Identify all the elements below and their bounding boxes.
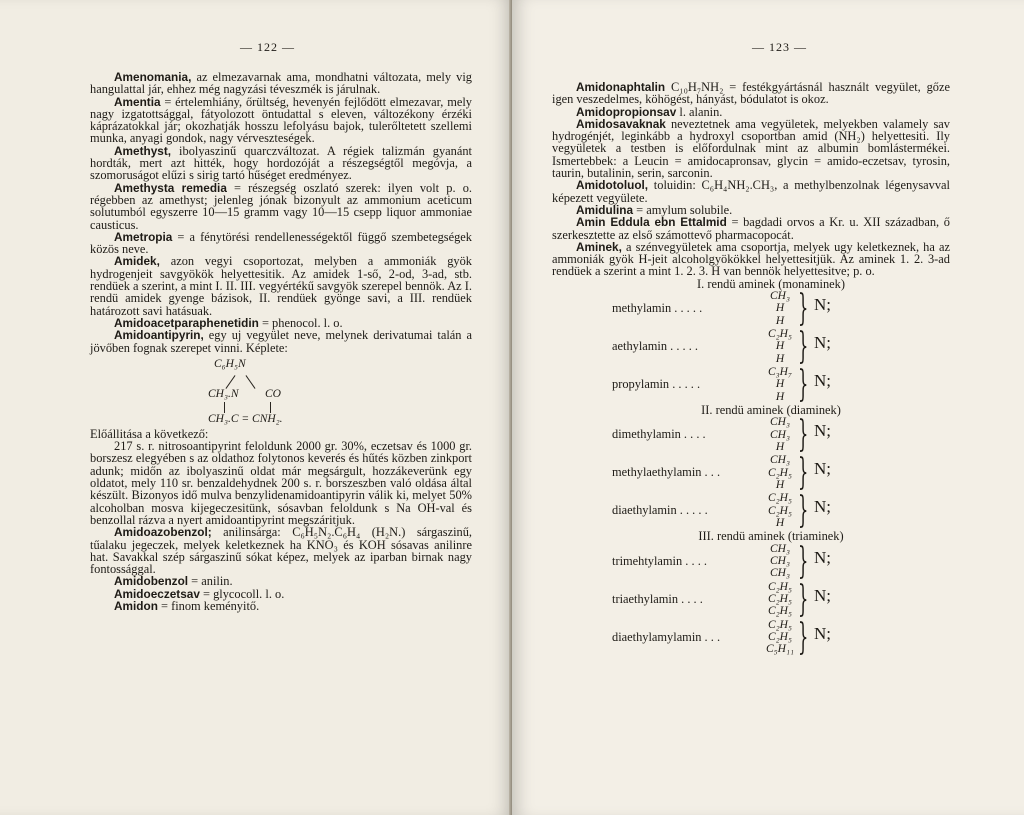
radical-stack: [762, 454, 798, 491]
definition: = értelemhiány, őrültség, hevenyén fejlődött elmezavar, mely nagy izgatottsággal, fátyolozott öntudattal s eleven, változékony érzéki káprázatokkal jár; okozhatják hosszu lefolyásu bajok, tulerőltetett szellemi munka, anyagi gondok, nagy vérveszteségek.: [90, 94, 472, 146]
entry-amenomania: [90, 71, 472, 96]
definition: ibolyaszinű quarczváltozat. A régiek talizmán gyanánt hordták, mert azt hitték, hogy hordozóját a részegségtől megóvja, a szomoruságot elűzi s sirig tartó hűséget eredményez.: [90, 143, 472, 183]
definition: C₁₀H₇NH₂ = festékgyártásnál használt vegyület, gőze igen veszedelmes, köhögést, hányást, bódulatot is okoz.: [552, 80, 950, 107]
radical: C₂H₅: [768, 618, 792, 631]
amine-name: methylaethylamin . . .: [612, 465, 721, 480]
definition: = glycocoll. l. o.: [199, 586, 285, 601]
headword: Amidobenzol: [114, 574, 189, 589]
radical: C₂H₅: [768, 504, 792, 517]
entry-amethyst: [90, 145, 472, 182]
headword: Amin Eddula ebn Ettalmid: [576, 215, 727, 230]
radical: C₂H₅: [768, 605, 792, 618]
radical-stack: [762, 543, 798, 580]
radical: H: [775, 302, 785, 315]
preparation-intro: Előállitása a következő:: [90, 426, 209, 441]
entry-amidon: [90, 600, 472, 612]
amine-row: [552, 416, 950, 454]
definition: = a fénytörési rendellenességektől függő szembetegségek közös neve.: [90, 229, 472, 257]
amine-name: diaethylamylamin . . .: [612, 629, 721, 644]
formula-top: C₆H₅N: [214, 357, 246, 370]
nitrogen-suffix: N;: [814, 421, 831, 441]
amine-row: [552, 290, 950, 328]
group-title: II. rendü aminek (diaminek): [701, 403, 841, 418]
amine-name: triaethylamin . . . .: [612, 591, 703, 606]
entry-amidonaphtalin: [552, 81, 950, 106]
amine-row: [552, 454, 950, 492]
radical: C₂H₅: [768, 328, 792, 341]
nitrogen-suffix: N;: [814, 459, 831, 479]
headword: Amidek,: [114, 254, 160, 269]
headword: Amidopropionsav: [576, 104, 677, 119]
radical: H: [775, 516, 785, 529]
left-page-text: [90, 71, 472, 612]
nitrogen-suffix: N;: [814, 547, 831, 567]
radical-stack: [762, 416, 798, 453]
radical: H: [775, 478, 785, 491]
headword: Aminek,: [576, 239, 622, 254]
radical: H: [775, 340, 785, 353]
definition: = bagdadi orvos a Kr. u. XII században, ő szerkesztette az első számottevő pharmacopocát.: [552, 215, 950, 242]
brace: }: [798, 490, 809, 532]
definition: egy uj vegyület neve, melynek derivatumai talán a jövőben fognak szerepet vinni. Képlete:: [90, 328, 472, 355]
amine-name: diaethylamin . . . . .: [612, 503, 708, 518]
definition: = anilin.: [188, 574, 233, 589]
headword: Amidotoluol,: [576, 178, 649, 193]
nitrogen-suffix: N;: [814, 585, 831, 605]
nitrogen-suffix: N;: [814, 295, 831, 315]
headword: Amethyst,: [114, 143, 172, 158]
brace: }: [798, 364, 809, 406]
headword: Amidulina: [576, 202, 634, 217]
entry-amidoazobenzol: [90, 526, 472, 575]
nitrogen-suffix: N;: [814, 623, 831, 643]
entry-amidoantipyrin: [90, 329, 472, 354]
nitrogen-suffix: N;: [814, 497, 831, 517]
radical: CH₃: [770, 416, 790, 429]
headword: Amenomania,: [114, 70, 192, 84]
radical: CH₃: [770, 454, 790, 467]
radical: H: [775, 440, 785, 453]
preparation-text: 217 s. r. nitrosoantipyrint feloldunk 2000 gr. 30%, eczetsav és 1000 gr. borszesz elegyében s az oldathoz folytonos keverés és hűtés közben zinkport adunk; midőn az ibolyaszinű oldat már megsárgult, hozzákeverünk egy oldatot, mely 110 sr. benzaldehydnek 200 s. r. borszeszben való oldása által készült. Bizonyos idő mulva benzylidenamidoantipyrin válik ki, melyet 50% alcoholban mosva kijegeczesitünk, sósavban feloldunk s Na OH-val és benzollal rázva a nyert amidoantipyrint megszáritjuk.: [90, 439, 472, 527]
radical: CH₃: [770, 567, 790, 580]
brace: }: [798, 616, 809, 658]
definition: anilinsárga: C₆H₅N₂.C₆H₄ (H₂N.) sárgaszinű, tűalaku jegeczek, melyek keletkeznek ha KNO₃ és KOH sósavas anilinre hat. Savakkal szép sárgaszinű sókat képez, melyek az iparban birnak nagy fontossággal.: [90, 525, 472, 577]
nitrogen-suffix: N;: [814, 333, 831, 353]
entry-amethysta-remedia: [90, 182, 472, 231]
definition: = finom keményitő.: [157, 598, 260, 613]
definition: az elmezavarnak ama, mondhatni változata, mely vig hangulattal jár, ehhez még nagyzási téveszmék is járulnak.: [90, 70, 472, 97]
formula-mid-right: CO: [265, 387, 281, 400]
definition: = részegség oszlató szerek: ilyen volt p. o. régebben az amethyst; jelenleg jónak bizonyult az ammonium aceticum solutumból egyszerre 10—15 gramm vagy 10—15 csepp liquor ammoniae causticus.: [90, 180, 472, 232]
formula-mid-left: CH₃.N: [208, 387, 239, 400]
radical: H: [775, 352, 785, 365]
radical: H: [775, 378, 785, 391]
amine-name: propylamin . . . . .: [612, 377, 701, 392]
brace: }: [798, 326, 809, 368]
right-page: [512, 0, 1024, 815]
radical-stack: [762, 290, 798, 327]
amine-row: [552, 616, 950, 658]
radical: H: [775, 314, 785, 327]
headword: Amethysta remedia: [114, 180, 227, 195]
entry-amidosavaknak: [552, 118, 950, 179]
radical-stack: [762, 366, 798, 403]
amine-row: [552, 578, 950, 620]
entry-amentia: [90, 96, 472, 145]
radical: C₂H₅: [768, 466, 792, 479]
entry-amidotoluol: [552, 179, 950, 204]
headword: Amidoeczetsav: [114, 586, 200, 601]
radical: CH₃: [770, 290, 790, 303]
right-page-text: [552, 81, 950, 657]
brace: }: [798, 578, 809, 620]
radical: C₂H₅: [768, 630, 792, 643]
amine-name: aethylamin . . . . .: [612, 339, 699, 354]
entry-aminek: [552, 241, 950, 278]
amine-name: trimehtylamin . . . .: [612, 553, 707, 568]
radical-stack: [762, 619, 798, 656]
amine-name: dimethylamin . . . .: [612, 427, 706, 442]
definition: azon vegyi csoportozat, melyben a ammoniák gyök hydrogenjeit savgyökök helyettesitik. Az amidek 1-ső, 2-od, 3-ad, stb. rendüek a szerint, a mint I. II. III. vegyértékű savgyök szerepel bennök. Az I. rendü amidek gyenge bázisok, II. rendüek gyönge savi, a III. rendüek határozott savi hatásuak.: [90, 254, 472, 318]
radical-stack: [762, 328, 798, 365]
definition: l. alanin.: [676, 104, 723, 119]
brace: }: [798, 540, 809, 582]
amine-row: [552, 492, 950, 530]
brace: }: [798, 414, 809, 456]
radical-stack: [762, 581, 798, 618]
bond-line: [224, 402, 225, 413]
radical: CH₃: [770, 428, 790, 441]
headword: Amidon: [114, 598, 158, 613]
headword: Amentia: [114, 94, 161, 109]
headword: Amidoazobenzol;: [114, 525, 212, 540]
group-title: I. rendü aminek (monaminek): [697, 276, 845, 291]
radical: CH₃: [770, 542, 790, 555]
amines-table: [552, 278, 950, 657]
radical: C₂H₅: [768, 592, 792, 605]
headword: Amidosavaknak: [576, 116, 666, 131]
definition: a szénvegyületek ama csoportja, melyek ugy keletkeznek, ha az ammoniák gyök H-jeit alcoholgyökökkel helyettesitjük. Az aminek 1. 2. 3-ad rendüek a szerint a mint 1. 2. 3. H van bennök helyettesitve; p. o.: [552, 239, 950, 279]
amine-row: [552, 328, 950, 366]
definition: neveztetnek ama vegyületek, melyekben valamely sav hydrogénjét, leginkább a hydroxyl csoportban amid (NH₂) helyettesiti. Ily vegyületek a testben is előfordulnak mint az albumin bomlástermékei. Ismertebbek: a Leucin = amidocapronsav, glycin = amido-eczetsav, tyrosin, taurin, butalinin, serin, sarconin.: [552, 116, 950, 181]
nitrogen-suffix: N;: [814, 371, 831, 391]
amine-row: [552, 540, 950, 582]
entry-amin-eddula: [552, 216, 950, 241]
headword: Amidoantipyrin,: [114, 328, 204, 343]
headword: Amidoacetparaphenetidin: [114, 315, 259, 330]
radical: C₂H₅: [768, 492, 792, 505]
bond-line: [226, 375, 236, 389]
entry-ametropia: [90, 231, 472, 256]
bond-line: [246, 375, 256, 389]
radical-stack: [762, 492, 798, 529]
definition: toluidin: C₆H₄NH₂.CH₃, a methylbenzolnak légenysavval képezett vegyülete.: [552, 178, 950, 205]
page-number: — 122 —: [240, 40, 295, 54]
radical: CH₃: [770, 554, 790, 567]
bond-line: [270, 402, 271, 413]
entry-amidek: [90, 255, 472, 316]
definition: = phenocol. l. o.: [258, 315, 343, 330]
page-number: — 123 —: [752, 40, 807, 54]
brace: }: [798, 452, 809, 494]
amine-row: [552, 366, 950, 404]
radical: C₂H₅: [768, 580, 792, 593]
structural-formula: [90, 354, 472, 428]
group-title: III. rendü aminek (triaminek): [698, 529, 844, 544]
formula-bottom: CH₃.C = CNH₂.: [208, 412, 283, 425]
radical: C₃H₇: [768, 366, 792, 379]
amine-name: methylamin . . . . .: [612, 301, 703, 316]
definition: = amylum solubile.: [633, 202, 733, 217]
headword: Ametropia: [114, 229, 173, 244]
radical: C₅H₁₁: [766, 643, 794, 656]
headword: Amidonaphtalin: [576, 80, 666, 94]
brace: }: [798, 288, 809, 330]
radical: H: [775, 390, 785, 403]
